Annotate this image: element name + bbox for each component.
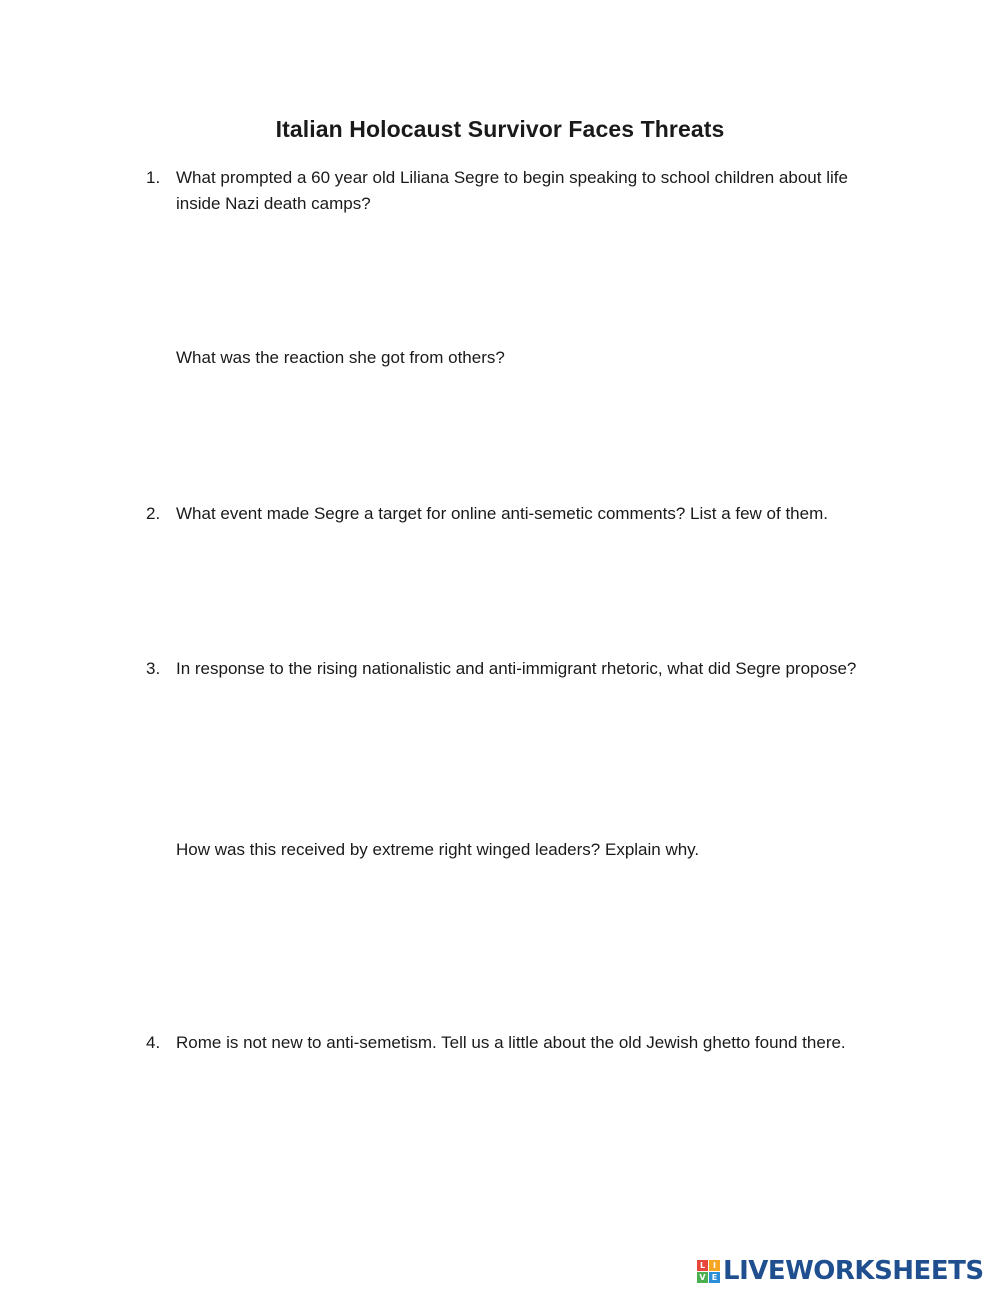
logo-block-v: V — [697, 1272, 708, 1283]
answer-space-1b[interactable] — [176, 380, 876, 490]
logo-blocks-icon — [697, 1260, 720, 1283]
question-text: What event made Segre a target for online anti-semetic comments? List a few of them. — [176, 504, 828, 523]
answer-space-3b[interactable] — [176, 872, 876, 1022]
question-number: 1. — [146, 168, 161, 187]
logo-block-i: I — [709, 1260, 720, 1271]
question-2 — [146, 501, 916, 527]
question-text: In response to the rising nationalistic and anti-immigrant rhetoric, what did Segre propose? — [176, 659, 857, 678]
liveworksheets-logo — [697, 1256, 984, 1286]
followup-text: How was this received by extreme right winged leaders? Explain why. — [176, 840, 700, 859]
page-title: Italian Holocaust Survivor Faces Threats — [275, 116, 725, 142]
answer-space-2[interactable] — [176, 535, 876, 645]
question-1 — [146, 165, 896, 217]
logo-block-l: L — [697, 1260, 708, 1271]
question-text: Rome is not new to anti-semetism. Tell us a little about the old Jewish ghetto found there. — [176, 1033, 846, 1052]
answer-space-3a[interactable] — [176, 715, 876, 825]
followup-text: What was the reaction she got from others? — [176, 348, 505, 367]
logo-block-e: E — [709, 1272, 720, 1283]
question-3 — [146, 656, 866, 682]
answer-space-1a[interactable] — [176, 222, 876, 332]
logo-text: LIVEWORKSHEETS — [723, 1256, 984, 1286]
question-1-followup — [176, 345, 896, 371]
question-4 — [146, 1030, 866, 1056]
answer-space-4[interactable] — [176, 1090, 876, 1230]
question-number: 4. — [146, 1033, 161, 1052]
question-3-followup — [176, 837, 896, 863]
question-number: 2. — [146, 504, 161, 523]
question-text: What prompted a 60 year old Liliana Segre to begin speaking to school children about life inside Nazi death camps? — [176, 168, 848, 213]
question-number: 3. — [146, 659, 161, 678]
